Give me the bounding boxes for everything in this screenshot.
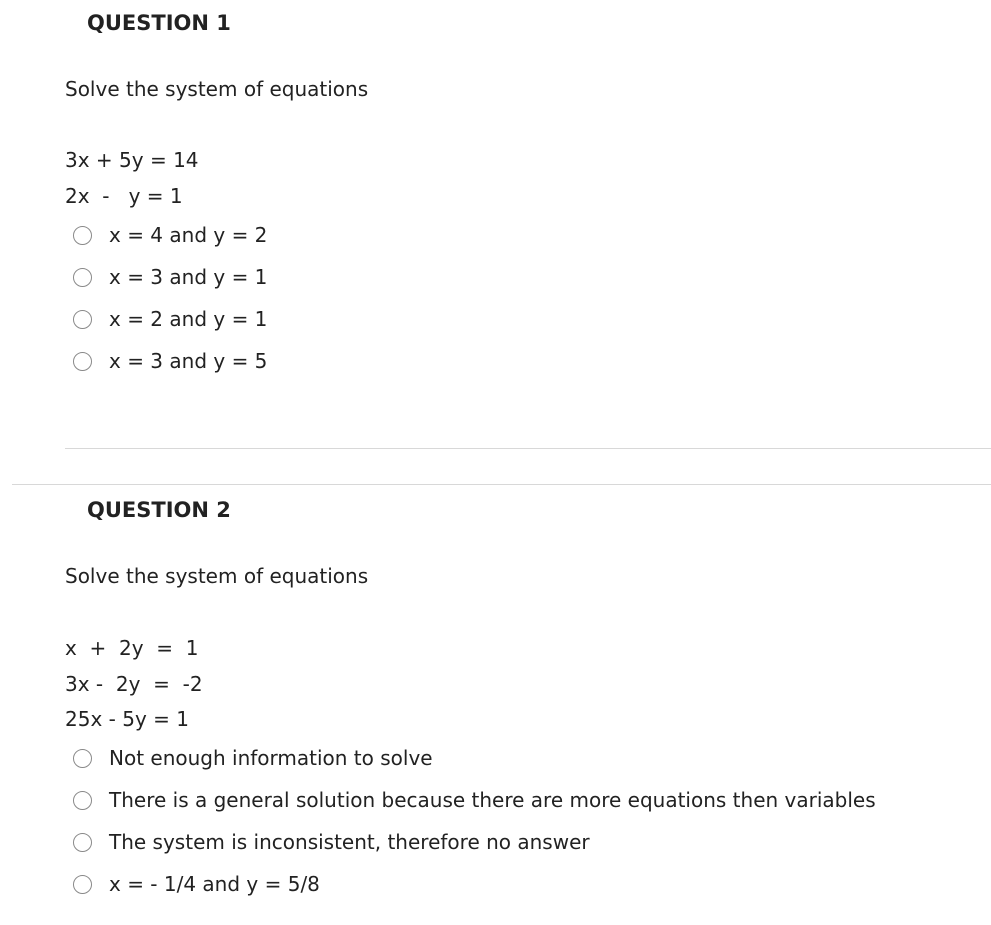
answer-option-label[interactable]: x = - 1/4 and y = 5/8 <box>109 872 320 896</box>
answer-option-label[interactable]: Not enough information to solve <box>109 746 433 770</box>
answer-option-label[interactable]: x = 4 and y = 2 <box>109 223 268 247</box>
equation-line: 2x - y = 1 <box>65 184 183 208</box>
radio-button[interactable] <box>73 310 92 329</box>
section-divider <box>12 484 991 485</box>
question-title: QUESTION 2 <box>87 498 231 522</box>
answer-option-1[interactable] <box>73 744 433 772</box>
radio-button[interactable] <box>73 791 92 810</box>
radio-button[interactable] <box>73 749 92 768</box>
answer-option-2[interactable] <box>73 786 876 814</box>
question-title: QUESTION 1 <box>87 11 231 35</box>
answer-option-4[interactable] <box>73 347 267 375</box>
equation-line: x + 2y = 1 <box>65 636 199 660</box>
equation-line: 3x + 5y = 14 <box>65 148 199 172</box>
answer-option-label[interactable]: x = 3 and y = 5 <box>109 349 268 373</box>
answer-option-1[interactable] <box>73 221 267 249</box>
answer-option-label[interactable]: There is a general solution because there are more equations then variables <box>109 788 876 812</box>
equation-line: 3x - 2y = -2 <box>65 672 203 696</box>
answer-option-3[interactable] <box>73 305 267 333</box>
radio-button[interactable] <box>73 875 92 894</box>
answer-option-label[interactable]: x = 2 and y = 1 <box>109 307 268 331</box>
radio-button[interactable] <box>73 226 92 245</box>
radio-button[interactable] <box>73 352 92 371</box>
radio-button[interactable] <box>73 833 92 852</box>
answer-option-label[interactable]: x = 3 and y = 1 <box>109 265 268 289</box>
equation-line: 25x - 5y = 1 <box>65 707 189 731</box>
question-divider <box>65 448 991 449</box>
answer-option-4[interactable] <box>73 870 320 898</box>
question-prompt: Solve the system of equations <box>65 564 369 588</box>
answer-option-2[interactable] <box>73 263 267 291</box>
question-prompt: Solve the system of equations <box>65 77 369 101</box>
radio-button[interactable] <box>73 268 92 287</box>
answer-option-label[interactable]: The system is inconsistent, therefore no answer <box>109 830 590 854</box>
answer-option-3[interactable] <box>73 828 590 856</box>
